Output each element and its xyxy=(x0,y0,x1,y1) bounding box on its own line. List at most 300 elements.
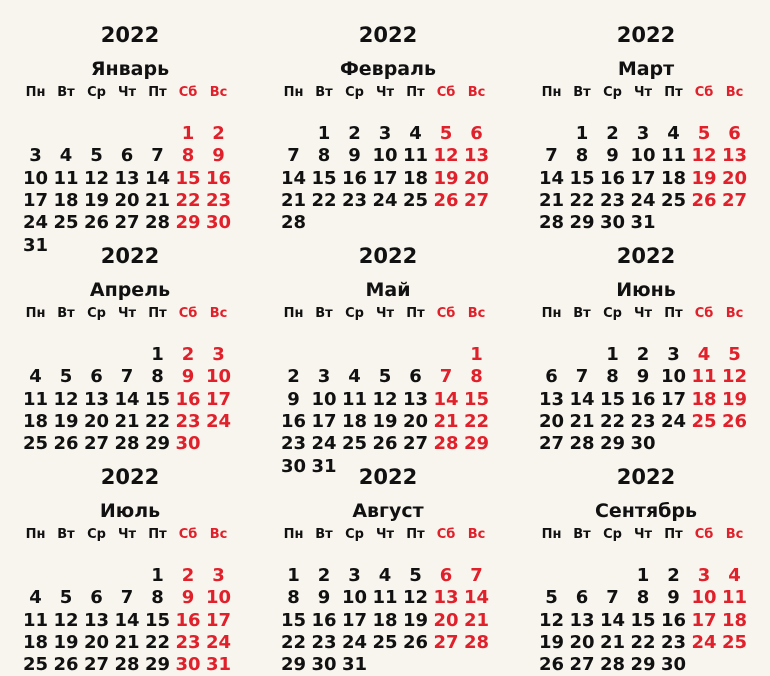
day-cell: 8 xyxy=(287,587,300,609)
weekday-header: Пн xyxy=(283,85,304,100)
day-cell: 13 xyxy=(114,167,140,189)
day-cell: 29 xyxy=(463,433,490,455)
day-cell: 1 xyxy=(151,565,164,586)
day-cell: 31 xyxy=(311,455,337,477)
day-cell: 8 xyxy=(636,587,650,609)
day-cell: 26 xyxy=(83,212,110,234)
day-cell: 2 xyxy=(181,565,195,586)
weekday-header: Ср xyxy=(87,527,106,542)
day-cell: 3 xyxy=(348,565,361,586)
day-cell: 5 xyxy=(59,587,73,609)
weekday-header: Ср xyxy=(345,306,364,321)
weekday-header: Чт xyxy=(633,527,653,542)
day-cell: 16 xyxy=(311,609,337,631)
day-cell: 5 xyxy=(697,123,711,144)
day-cell: 8 xyxy=(575,145,589,167)
day-cell: 30 xyxy=(660,654,687,676)
day-cell: 17 xyxy=(311,410,337,432)
day-cell: 3 xyxy=(29,145,42,167)
day-cell: 7 xyxy=(287,145,300,167)
day-cell: 7 xyxy=(439,366,453,388)
day-cell: 25 xyxy=(22,433,49,455)
weekday-header: Сб xyxy=(178,306,198,321)
day-cell: 10 xyxy=(205,366,232,388)
day-cell: 5 xyxy=(728,344,741,365)
day-cell: 27 xyxy=(433,631,459,653)
weekday-header: Сб xyxy=(694,85,714,100)
day-cell: 18 xyxy=(22,410,49,432)
day-cell: 13 xyxy=(721,145,748,167)
day-cell: 2 xyxy=(606,123,619,144)
weekday-header: Ср xyxy=(87,85,106,100)
day-cell: 20 xyxy=(114,189,140,211)
day-cell: 24 xyxy=(372,189,398,211)
day-cell: 22 xyxy=(569,189,595,211)
day-cell: 6 xyxy=(120,145,134,167)
day-cell: 5 xyxy=(409,565,422,586)
day-cell: 22 xyxy=(280,631,307,653)
weekday-header: Чт xyxy=(375,85,395,100)
day-cell: 15 xyxy=(311,167,337,189)
day-cell: 21 xyxy=(569,410,595,432)
month-name: Июль xyxy=(99,500,161,522)
weekday-header: Вс xyxy=(209,306,228,321)
day-cell: 17 xyxy=(372,167,398,189)
day-cell: 3 xyxy=(697,565,711,586)
day-cell: 6 xyxy=(90,366,103,388)
weekday-header: Пт xyxy=(664,527,683,542)
day-cell: 26 xyxy=(53,433,79,455)
day-cell: 14 xyxy=(433,388,459,410)
day-cell: 24 xyxy=(660,410,687,432)
day-cell: 4 xyxy=(409,123,422,144)
day-cell: 23 xyxy=(311,631,337,653)
weekday-header: Пн xyxy=(25,85,46,100)
day-cell: 17 xyxy=(691,609,717,631)
day-cell: 10 xyxy=(630,145,656,167)
day-cell: 13 xyxy=(83,388,110,410)
day-cell: 15 xyxy=(599,388,626,410)
day-cell: 2 xyxy=(287,366,300,388)
day-cell: 24 xyxy=(205,631,232,653)
day-cell: 12 xyxy=(53,609,79,631)
month-name: Март xyxy=(617,58,675,80)
weekday-header: Сб xyxy=(436,85,456,100)
weekday-header: Пн xyxy=(25,306,46,321)
day-cell: 2 xyxy=(348,123,361,144)
day-cell: 3 xyxy=(212,344,225,365)
day-cell: 6 xyxy=(470,123,483,144)
day-cell: 5 xyxy=(439,123,453,144)
weekday-header: Ср xyxy=(345,85,364,100)
day-cell: 11 xyxy=(341,388,368,410)
day-cell: 2 xyxy=(317,565,331,586)
day-cell: 12 xyxy=(372,388,398,410)
day-cell: 13 xyxy=(569,609,595,631)
day-cell: 7 xyxy=(120,366,134,388)
day-cell: 9 xyxy=(348,145,361,167)
day-cell: 19 xyxy=(53,631,79,653)
month-name: Январь xyxy=(90,58,170,80)
weekday-header: Сб xyxy=(694,306,714,321)
weekday-header: Пн xyxy=(541,85,562,100)
year-label: 2022 xyxy=(616,465,676,489)
day-cell: 23 xyxy=(660,631,687,653)
day-cell: 11 xyxy=(372,587,398,609)
day-cell: 29 xyxy=(144,433,171,455)
day-cell: 30 xyxy=(175,433,201,455)
day-cell: 12 xyxy=(53,388,79,410)
day-cell: 11 xyxy=(691,366,717,388)
day-cell: 22 xyxy=(630,631,656,653)
weekday-header: Пт xyxy=(406,306,425,321)
day-cell: 15 xyxy=(463,388,490,410)
day-cell: 4 xyxy=(378,565,392,586)
day-cell: 17 xyxy=(205,388,232,410)
day-cell: 21 xyxy=(538,189,565,211)
day-cell: 2 xyxy=(636,344,650,365)
day-cell: 18 xyxy=(402,167,429,189)
day-cell: 28 xyxy=(599,654,626,676)
day-cell: 28 xyxy=(280,212,307,234)
day-cell: 29 xyxy=(144,654,171,676)
weekday-header: Вт xyxy=(573,306,591,321)
weekday-header: Чт xyxy=(117,306,137,321)
day-cell: 14 xyxy=(114,609,140,631)
day-cell: 26 xyxy=(721,410,748,432)
day-cell: 27 xyxy=(114,212,140,234)
day-cell: 24 xyxy=(691,631,717,653)
day-cell: 24 xyxy=(311,433,337,455)
weekday-header: Ср xyxy=(603,85,622,100)
weekday-header: Вс xyxy=(467,85,486,100)
day-cell: 21 xyxy=(114,631,140,653)
day-cell: 7 xyxy=(470,565,483,586)
day-cell: 28 xyxy=(144,212,171,234)
day-cell: 7 xyxy=(575,366,589,388)
day-cell: 14 xyxy=(114,388,140,410)
day-cell: 10 xyxy=(372,145,398,167)
day-cell: 2 xyxy=(212,123,225,144)
weekday-header: Пн xyxy=(25,527,46,542)
day-cell: 9 xyxy=(317,587,331,609)
day-cell: 18 xyxy=(341,410,368,432)
day-cell: 27 xyxy=(569,654,595,676)
day-cell: 24 xyxy=(341,631,368,653)
day-cell: 7 xyxy=(606,587,619,609)
year-label: 2022 xyxy=(616,244,676,268)
day-cell: 21 xyxy=(433,410,459,432)
day-cell: 18 xyxy=(721,609,748,631)
day-cell: 1 xyxy=(317,123,331,144)
day-cell: 23 xyxy=(341,189,368,211)
day-cell: 9 xyxy=(606,145,619,167)
day-cell: 12 xyxy=(538,609,565,631)
day-cell: 27 xyxy=(538,433,565,455)
day-cell: 20 xyxy=(538,410,565,432)
day-cell: 3 xyxy=(212,565,225,586)
day-cell: 16 xyxy=(660,609,687,631)
day-cell: 11 xyxy=(402,145,429,167)
day-cell: 31 xyxy=(341,654,368,676)
day-cell: 26 xyxy=(53,654,79,676)
weekday-header: Вс xyxy=(209,85,228,100)
year-label: 2022 xyxy=(616,23,676,47)
day-cell: 15 xyxy=(144,609,171,631)
day-cell: 22 xyxy=(599,410,626,432)
day-cell: 28 xyxy=(114,654,140,676)
day-cell: 20 xyxy=(721,167,748,189)
weekday-header: Сб xyxy=(436,306,456,321)
day-cell: 3 xyxy=(636,123,650,144)
weekday-header: Пт xyxy=(148,306,167,321)
day-cell: 23 xyxy=(599,189,626,211)
day-cell: 10 xyxy=(311,388,337,410)
day-cell: 2 xyxy=(667,565,680,586)
day-cell: 13 xyxy=(463,145,490,167)
day-cell: 31 xyxy=(205,654,232,676)
day-cell: 29 xyxy=(569,212,595,234)
day-cell: 29 xyxy=(175,212,201,234)
weekday-header: Вт xyxy=(315,306,333,321)
day-cell: 17 xyxy=(205,609,232,631)
day-cell: 12 xyxy=(402,587,429,609)
weekday-header: Ср xyxy=(345,527,364,542)
day-cell: 3 xyxy=(317,366,331,388)
day-cell: 1 xyxy=(470,344,483,365)
weekday-header: Чт xyxy=(117,527,137,542)
year-label: 2022 xyxy=(100,465,160,489)
day-cell: 22 xyxy=(144,631,171,653)
weekday-header: Ср xyxy=(603,306,622,321)
weekday-header: Вт xyxy=(573,85,591,100)
day-cell: 31 xyxy=(22,234,49,256)
day-cell: 1 xyxy=(181,123,195,144)
day-cell: 21 xyxy=(463,609,490,631)
day-cell: 22 xyxy=(311,189,337,211)
weekday-header: Вс xyxy=(725,306,744,321)
day-cell: 19 xyxy=(402,609,429,631)
month-name: Сентябрь xyxy=(594,500,698,522)
day-cell: 26 xyxy=(402,631,429,653)
day-cell: 9 xyxy=(212,145,225,167)
month-name: Май xyxy=(365,279,411,301)
day-cell: 11 xyxy=(22,388,49,410)
day-cell: 28 xyxy=(538,212,565,234)
day-cell: 30 xyxy=(311,654,337,676)
day-cell: 1 xyxy=(636,565,650,586)
day-cell: 21 xyxy=(599,631,626,653)
day-cell: 9 xyxy=(287,388,300,410)
month-name: Февраль xyxy=(339,58,437,80)
day-cell: 13 xyxy=(83,609,110,631)
weekday-header: Пн xyxy=(283,306,304,321)
day-cell: 14 xyxy=(144,167,171,189)
day-cell: 25 xyxy=(372,631,398,653)
day-cell: 19 xyxy=(538,631,565,653)
day-cell: 19 xyxy=(372,410,398,432)
day-cell: 10 xyxy=(22,167,49,189)
day-cell: 7 xyxy=(120,587,134,609)
weekday-header: Вс xyxy=(725,85,744,100)
day-cell: 18 xyxy=(22,631,49,653)
day-cell: 15 xyxy=(280,609,307,631)
day-cell: 28 xyxy=(433,433,459,455)
day-cell: 15 xyxy=(175,167,201,189)
weekday-header: Пт xyxy=(148,527,167,542)
day-cell: 26 xyxy=(538,654,565,676)
weekday-header: Ср xyxy=(87,306,106,321)
day-cell: 29 xyxy=(599,433,626,455)
day-cell: 19 xyxy=(433,167,459,189)
day-cell: 28 xyxy=(463,631,490,653)
day-cell: 6 xyxy=(575,587,589,609)
weekday-header: Чт xyxy=(633,85,653,100)
day-cell: 12 xyxy=(721,366,748,388)
day-cell: 16 xyxy=(205,167,232,189)
day-cell: 6 xyxy=(409,366,422,388)
day-cell: 23 xyxy=(630,410,656,432)
day-cell: 22 xyxy=(144,410,171,432)
day-cell: 17 xyxy=(341,609,368,631)
day-cell: 9 xyxy=(667,587,680,609)
day-cell: 2 xyxy=(181,344,195,365)
day-cell: 4 xyxy=(29,366,42,388)
day-cell: 8 xyxy=(606,366,619,388)
day-cell: 18 xyxy=(372,609,398,631)
day-cell: 25 xyxy=(53,212,79,234)
day-cell: 31 xyxy=(630,212,656,234)
day-cell: 23 xyxy=(175,631,201,653)
day-cell: 7 xyxy=(151,145,164,167)
day-cell: 21 xyxy=(280,189,307,211)
day-cell: 8 xyxy=(470,366,483,388)
year-label: 2022 xyxy=(100,23,160,47)
day-cell: 25 xyxy=(341,433,368,455)
day-cell: 10 xyxy=(341,587,368,609)
day-cell: 16 xyxy=(175,609,201,631)
day-cell: 11 xyxy=(721,587,748,609)
day-cell: 27 xyxy=(721,189,748,211)
weekday-header: Пн xyxy=(541,306,562,321)
day-cell: 15 xyxy=(144,388,171,410)
day-cell: 19 xyxy=(721,388,748,410)
weekday-header: Сб xyxy=(178,85,198,100)
day-cell: 24 xyxy=(630,189,656,211)
day-cell: 20 xyxy=(569,631,595,653)
day-cell: 28 xyxy=(569,433,595,455)
day-cell: 16 xyxy=(341,167,368,189)
day-cell: 9 xyxy=(181,587,195,609)
day-cell: 10 xyxy=(660,366,687,388)
day-cell: 27 xyxy=(83,433,110,455)
day-cell: 8 xyxy=(151,366,164,388)
weekday-header: Сб xyxy=(178,527,198,542)
year-label: 2022 xyxy=(100,244,160,268)
weekday-header: Вт xyxy=(573,527,591,542)
day-cell: 4 xyxy=(29,587,42,609)
day-cell: 10 xyxy=(205,587,232,609)
day-cell: 3 xyxy=(667,344,680,365)
weekday-header: Ср xyxy=(603,527,622,542)
day-cell: 24 xyxy=(22,212,49,234)
year-label: 2022 xyxy=(358,244,418,268)
day-cell: 27 xyxy=(402,433,429,455)
day-cell: 19 xyxy=(83,189,110,211)
day-cell: 6 xyxy=(439,565,453,586)
day-cell: 16 xyxy=(280,410,307,432)
weekday-header: Вс xyxy=(725,527,744,542)
weekday-header: Чт xyxy=(375,527,395,542)
day-cell: 25 xyxy=(402,189,429,211)
weekday-header: Вт xyxy=(315,85,333,100)
day-cell: 20 xyxy=(83,631,110,653)
day-cell: 19 xyxy=(691,167,717,189)
day-cell: 15 xyxy=(569,167,595,189)
day-cell: 23 xyxy=(280,433,307,455)
day-cell: 11 xyxy=(22,609,49,631)
day-cell: 4 xyxy=(348,366,361,388)
day-cell: 5 xyxy=(378,366,392,388)
weekday-header: Вт xyxy=(315,527,333,542)
day-cell: 30 xyxy=(599,212,626,234)
day-cell: 18 xyxy=(691,388,717,410)
day-cell: 23 xyxy=(175,410,201,432)
day-cell: 16 xyxy=(175,388,201,410)
day-cell: 11 xyxy=(660,145,687,167)
day-cell: 14 xyxy=(280,167,307,189)
day-cell: 13 xyxy=(433,587,459,609)
day-cell: 27 xyxy=(83,654,110,676)
day-cell: 1 xyxy=(606,344,619,365)
day-cell: 21 xyxy=(144,189,171,211)
day-cell: 13 xyxy=(538,388,565,410)
day-cell: 16 xyxy=(630,388,656,410)
day-cell: 29 xyxy=(280,654,307,676)
day-cell: 24 xyxy=(205,410,232,432)
year-label: 2022 xyxy=(358,23,418,47)
month-name: Август xyxy=(352,500,424,522)
day-cell: 4 xyxy=(728,565,741,586)
day-cell: 4 xyxy=(697,344,711,365)
day-cell: 1 xyxy=(287,565,300,586)
year-label: 2022 xyxy=(358,465,418,489)
day-cell: 12 xyxy=(691,145,717,167)
day-cell: 6 xyxy=(90,587,103,609)
day-cell: 3 xyxy=(378,123,392,144)
day-cell: 8 xyxy=(181,145,195,167)
day-cell: 22 xyxy=(175,189,201,211)
day-cell: 19 xyxy=(53,410,79,432)
weekday-header: Вт xyxy=(57,527,75,542)
day-cell: 30 xyxy=(630,433,656,455)
weekday-header: Пт xyxy=(664,85,683,100)
day-cell: 17 xyxy=(660,388,687,410)
day-cell: 20 xyxy=(402,410,429,432)
day-cell: 9 xyxy=(636,366,650,388)
day-cell: 25 xyxy=(660,189,687,211)
day-cell: 4 xyxy=(667,123,680,144)
day-cell: 6 xyxy=(545,366,558,388)
day-cell: 25 xyxy=(22,654,49,676)
weekday-header: Сб xyxy=(436,527,456,542)
day-cell: 15 xyxy=(630,609,656,631)
day-cell: 8 xyxy=(317,145,331,167)
weekday-header: Чт xyxy=(117,85,137,100)
day-cell: 17 xyxy=(22,189,49,211)
weekday-header: Чт xyxy=(375,306,395,321)
weekday-header: Пт xyxy=(664,306,683,321)
